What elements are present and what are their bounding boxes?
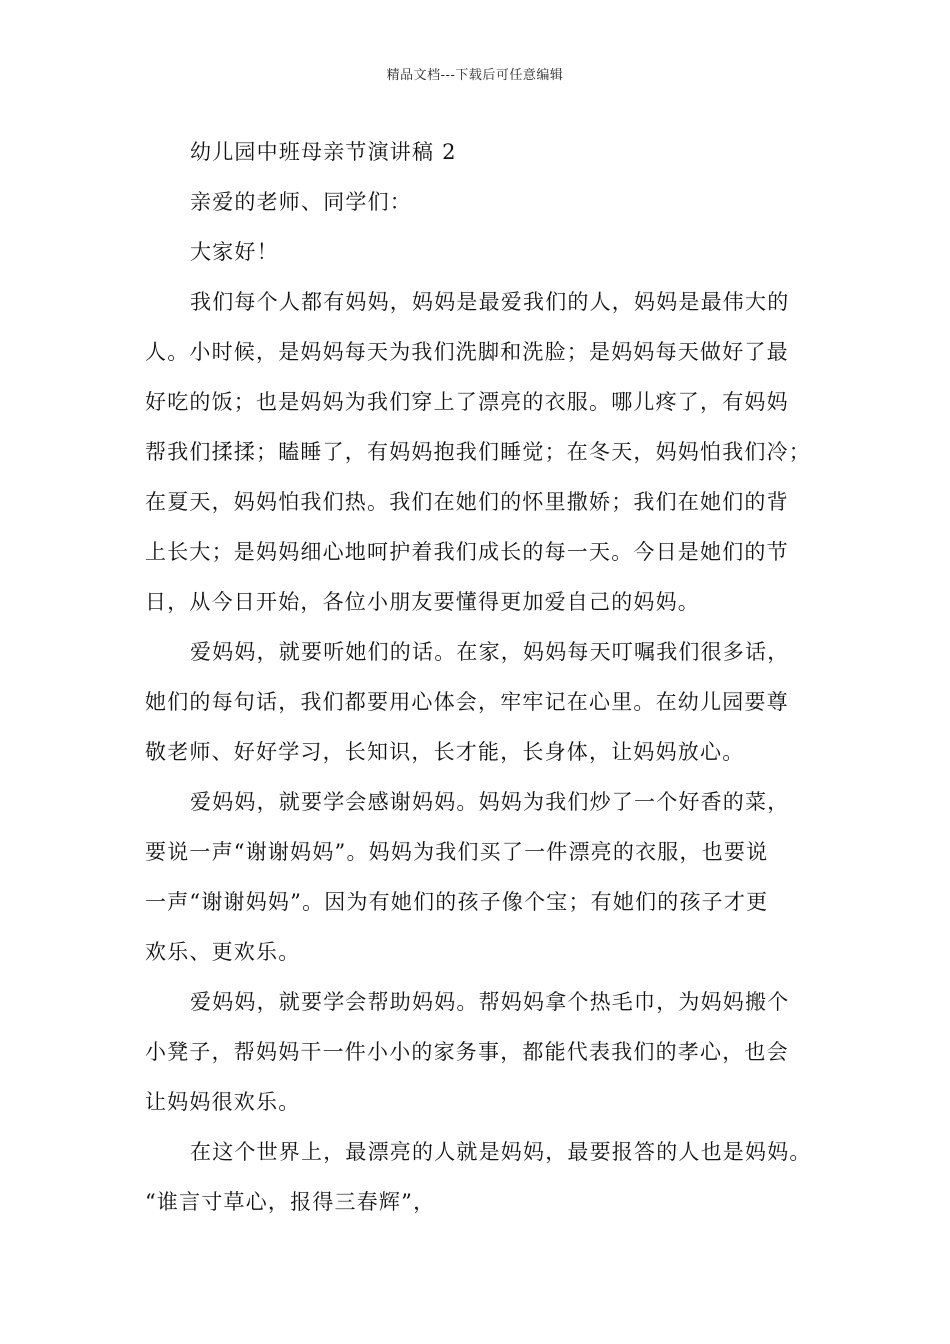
greeting: 亲爱的老师、同学们： (190, 190, 412, 214)
document-body (145, 137, 817, 1237)
paragraph-line: 在夏天，妈妈怕我们热。我们在她们的怀里撒娇；我们在她们的背 (145, 490, 789, 514)
paragraph-line: 让妈妈很欢乐。 (145, 1090, 301, 1114)
paragraph-line: 爱妈妈，就要听她们的话。在家，妈妈每天叮嘱我们很多话， (190, 640, 790, 664)
paragraph-line: 上长大；是妈妈细心地呵护着我们成长的每一天。今日是她们的节 (145, 540, 789, 564)
paragraph-line: 在这个世界上，最漂亮的人就是妈妈，最要报答的人也是妈妈。 (190, 1140, 812, 1164)
paragraph-line: 欢乐、更欢乐。 (145, 940, 301, 964)
paragraph-2 (145, 637, 817, 787)
paragraph-line: 敬老师、好好学习，长知识，长才能，长身体，让妈妈放心。 (145, 740, 745, 764)
paragraph-3 (145, 787, 817, 987)
paragraph-line: 小凳子，帮妈妈干一件小小的家务事，都能代表我们的孝心，也会 (145, 1040, 789, 1064)
paragraph-line: 帮我们揉揉；瞌睡了，有妈妈抱我们睡觉；在冬天，妈妈怕我们冷； (145, 440, 811, 464)
paragraph-line: 爱妈妈，就要学会帮助妈妈。帮妈妈拿个热毛巾，为妈妈搬个 (190, 990, 790, 1014)
paragraph-line: 人。小时候，是妈妈每天为我们洗脚和洗脸；是妈妈每天做好了最 (145, 340, 789, 364)
paragraph-line: 要说一声“谢谢妈妈”。妈妈为我们买了一件漂亮的衣服，也要说 (145, 840, 769, 864)
page-header: 精品文档---下载后可任意编辑 (386, 68, 564, 83)
paragraph-1 (145, 287, 817, 637)
paragraph-line: 她们的每句话，我们都要用心体会，牢牢记在心里。在幼儿园要尊 (145, 690, 789, 714)
paragraph-5 (145, 1137, 817, 1237)
paragraph-line: 日，从今日开始，各位小朋友要懂得更加爱自己的妈妈。 (145, 590, 700, 614)
document-title: 幼儿园中班母亲节演讲稿 2 (190, 140, 457, 164)
paragraph-4 (145, 987, 817, 1137)
paragraph-line: 我们每个人都有妈妈，妈妈是最爱我们的人，妈妈是最伟大的 (190, 290, 790, 314)
paragraph-line: “谁言寸草心，报得三春辉”， (145, 1190, 436, 1214)
paragraph-line: 好吃的饭；也是妈妈为我们穿上了漂亮的衣服。哪儿疼了，有妈妈 (145, 390, 789, 414)
salutation: 大家好！ (190, 240, 279, 264)
paragraph-line: 爱妈妈，就要学会感谢妈妈。妈妈为我们炒了一个好香的菜， (190, 790, 790, 814)
paragraph-line: 一声“谢谢妈妈”。因为有她们的孩子像个宝；有她们的孩子才更 (145, 890, 769, 914)
